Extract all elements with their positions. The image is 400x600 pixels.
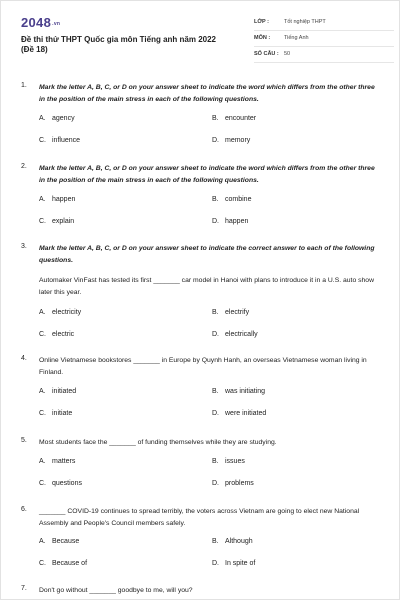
option-letter: C. xyxy=(39,218,46,225)
option-letter: C. xyxy=(39,480,46,487)
option-text: problems xyxy=(225,480,254,487)
meta-value: Tốt nghiệp THPT xyxy=(284,19,326,25)
option-letter: D. xyxy=(212,218,219,225)
meta-value: Tiếng Anh xyxy=(284,35,309,41)
meta-row-count xyxy=(254,47,394,63)
option-c[interactable] xyxy=(39,560,87,567)
question-number: 4. xyxy=(21,355,27,362)
logo-suffix: .vn xyxy=(52,21,61,27)
option-text: happen xyxy=(225,218,249,225)
meta-row-class xyxy=(254,15,394,31)
question-7 xyxy=(21,585,381,599)
option-text: questions xyxy=(52,480,82,487)
option-letter: A. xyxy=(39,388,46,395)
option-c[interactable] xyxy=(39,410,72,417)
question-passage: Automaker VinFast has tested its first _______ car model in Hanoi with plans to introduce it in a U.S. auto show later this year. xyxy=(39,277,374,296)
option-a[interactable] xyxy=(39,115,75,122)
option-d[interactable] xyxy=(212,218,248,225)
question-instruction: Mark the letter A, B, C, or D on your answer sheet to indicate the correct answer to each of the following questions. xyxy=(39,245,375,264)
option-text: issues xyxy=(225,458,245,465)
exam-header xyxy=(21,15,381,65)
exam-meta xyxy=(254,15,394,63)
question-3 xyxy=(21,243,381,343)
option-d[interactable] xyxy=(212,410,266,417)
question-5 xyxy=(21,437,381,493)
option-text: memory xyxy=(225,137,251,144)
option-text: influence xyxy=(52,137,81,144)
option-letter: A. xyxy=(39,458,46,465)
option-c[interactable] xyxy=(39,137,80,144)
option-text: combine xyxy=(225,196,252,203)
option-d[interactable] xyxy=(212,480,254,487)
option-text: electrify xyxy=(225,309,250,316)
option-letter: B. xyxy=(212,538,219,545)
option-text: encounter xyxy=(225,115,257,122)
question-text: Online Vietnamese bookstores _______ in Europe by Quynh Hanh, an overseas Vietnamese woman living in Finland. xyxy=(39,357,367,376)
option-text: Because xyxy=(52,538,80,545)
option-text: electricity xyxy=(52,309,82,316)
question-6 xyxy=(21,506,381,572)
option-a[interactable] xyxy=(39,388,76,395)
question-2 xyxy=(21,163,381,233)
option-letter: B. xyxy=(212,196,219,203)
option-letter: D. xyxy=(212,137,219,144)
option-letter: D. xyxy=(212,331,219,338)
option-text: Although xyxy=(225,538,253,545)
option-letter: C. xyxy=(39,331,46,338)
meta-label: SỐ CÂU : xyxy=(254,51,279,57)
option-b[interactable] xyxy=(212,309,249,316)
logo-text: 2048 xyxy=(21,15,52,30)
option-a[interactable] xyxy=(39,458,75,465)
option-letter: D. xyxy=(212,410,219,417)
option-c[interactable] xyxy=(39,480,82,487)
option-letter: C. xyxy=(39,137,46,144)
question-number: 1. xyxy=(21,82,27,89)
option-text: Because of xyxy=(52,560,88,567)
option-letter: C. xyxy=(39,560,46,567)
option-text: electric xyxy=(52,331,75,338)
option-b[interactable] xyxy=(212,458,245,465)
question-number: 2. xyxy=(21,163,27,170)
option-text: were initiated xyxy=(225,410,267,417)
option-letter: B. xyxy=(212,115,219,122)
option-text: initiated xyxy=(52,388,77,395)
meta-label: LỚP : xyxy=(254,19,269,25)
option-letter: A. xyxy=(39,196,46,203)
option-letter: D. xyxy=(212,560,219,567)
option-text: matters xyxy=(52,458,76,465)
option-b[interactable] xyxy=(212,388,265,395)
option-d[interactable] xyxy=(212,137,250,144)
option-text: initiate xyxy=(52,410,73,417)
question-text: Most students face the _______ of funding themselves while they are studying. xyxy=(39,439,277,446)
option-text: explain xyxy=(52,218,75,225)
option-letter: A. xyxy=(39,538,46,545)
meta-value: 50 xyxy=(284,51,291,57)
question-number: 3. xyxy=(21,243,27,250)
option-letter: A. xyxy=(39,309,46,316)
option-letter: B. xyxy=(212,309,219,316)
option-d[interactable] xyxy=(212,560,255,567)
question-number: 6. xyxy=(21,506,27,513)
option-letter: B. xyxy=(212,388,219,395)
question-number: 7. xyxy=(21,585,27,592)
option-text: In spite of xyxy=(225,560,256,567)
option-letter: D. xyxy=(212,480,219,487)
question-text: _______ COVID-19 continues to spread terribly, the voters across Vietnam are going to elect new National Assembly and People's Council members safely. xyxy=(39,508,360,527)
meta-row-subject xyxy=(254,31,394,47)
question-number: 5. xyxy=(21,437,27,444)
option-b[interactable] xyxy=(212,538,253,545)
site-logo[interactable] xyxy=(21,15,60,30)
option-a[interactable] xyxy=(39,538,79,545)
option-text: happen xyxy=(52,196,76,203)
option-c[interactable] xyxy=(39,218,74,225)
question-4 xyxy=(21,355,381,425)
question-text: Don't go without _______ goodbye to me, will you? xyxy=(39,587,193,594)
meta-label: MÔN : xyxy=(254,35,271,41)
option-letter: A. xyxy=(39,115,46,122)
option-text: electrically xyxy=(225,331,258,338)
option-b[interactable] xyxy=(212,196,251,203)
option-a[interactable] xyxy=(39,309,81,316)
question-1 xyxy=(21,82,381,152)
option-b[interactable] xyxy=(212,115,256,122)
option-a[interactable] xyxy=(39,196,75,203)
exam-title: Đề thi thử THPT Quốc gia môn Tiếng anh năm 2022 (Đề 18) xyxy=(21,35,217,54)
option-text: agency xyxy=(52,115,75,122)
option-letter: C. xyxy=(39,410,46,417)
option-text: was initiating xyxy=(225,388,266,395)
option-letter: B. xyxy=(212,458,219,465)
question-instruction: Mark the letter A, B, C, or D on your answer sheet to indicate the word which differs from the other three in the position of the main stress in each of the following questions. xyxy=(39,165,375,184)
question-instruction: Mark the letter A, B, C, or D on your answer sheet to indicate the word which differs from the other three in the position of the main stress in each of the following questions. xyxy=(39,84,375,103)
option-d[interactable] xyxy=(212,331,258,338)
option-c[interactable] xyxy=(39,331,74,338)
